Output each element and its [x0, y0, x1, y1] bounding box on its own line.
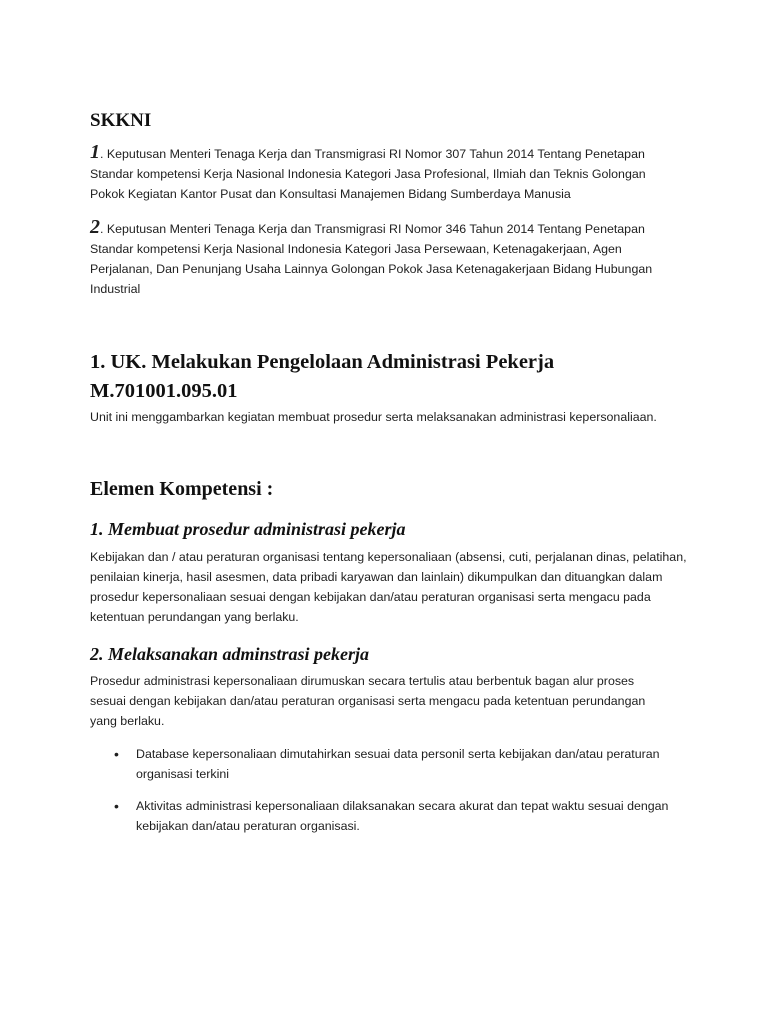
- elemen-kompetensi-heading: Elemen Kompetensi :: [90, 478, 274, 500]
- unit-code: M.701001.095.01: [90, 380, 238, 402]
- reference-number: 2: [90, 216, 100, 238]
- unit-heading: [90, 348, 650, 406]
- reference-item: [90, 217, 670, 299]
- bullet-icon: •: [114, 798, 119, 814]
- list-item: [90, 796, 690, 836]
- unit-description: Unit ini menggambarkan kegiatan membuat prosedur serta melaksanakan administrasi kepersonaliaan.: [90, 410, 657, 424]
- element-heading: 2. Melaksanakan adminstrasi pekerja: [90, 644, 370, 664]
- list-item-text: Database kepersonaliaan dimutahirkan sesuai data personil serta kebijakan dan/atau peraturan organisasi terkini: [136, 747, 660, 781]
- list-item: [90, 744, 690, 784]
- reference-text: . Keputusan Menteri Tenaga Kerja dan Transmigrasi RI Nomor 307 Tahun 2014 Tentang Penetapan Standar kompetensi Kerja Nasional Indonesia Kategori Jasa Profesional, Ilmiah dan Teknis Golongan Pokok Kegiatan Kantor Pusat dan Konsultasi Manajemen Bidang Sumberdaya Manusia: [90, 147, 646, 201]
- bullet-icon: •: [114, 746, 119, 762]
- element-description: Kebijakan dan / atau peraturan organisasi tentang kepersonaliaan (absensi, cuti, perjalanan dinas, pelatihan, penilaian kinerja, hasil asesmen, data pribadi karyawan dan lainlain) dikumpulkan dan dituangkan dalam prosedur kepersonaliaan sesuai dengan kebijakan dan/atau peraturan organisasi serta mengacu pada ketentuan perundangan yang berlaku.: [90, 550, 687, 624]
- unit-title: 1. UK. Melakukan Pengelolaan Administrasi Pekerja: [90, 351, 555, 373]
- reference-text: . Keputusan Menteri Tenaga Kerja dan Transmigrasi RI Nomor 346 Tahun 2014 Tentang Penetapan Standar kompetensi Kerja Nasional Indonesia Kategori Jasa Persewaan, Ketenagakerjaan, Agen Perjalanan, Dan Penunjang Usaha Lainnya Golongan Pokok Jasa Ketenagakerjaan Bidang Hubungan Industrial: [90, 222, 653, 296]
- reference-item: [90, 142, 670, 204]
- list-item-text: Aktivitas administrasi kepersonaliaan dilaksanakan secara akurat dan tepat waktu sesuai dengan kebijakan dan/atau peraturan organisasi.: [136, 799, 669, 833]
- element-heading: 1. Membuat prosedur administrasi pekerja: [90, 519, 406, 539]
- bullet-list: [90, 744, 690, 848]
- reference-number: 1: [90, 141, 100, 163]
- document-title: SKKNI: [90, 110, 152, 131]
- element-description: Prosedur administrasi kepersonaliaan dirumuskan secara tertulis atau berbentuk bagan alur proses sesuai dengan kebijakan dan/atau peraturan organisasi serta mengacu pada ketentuan perundangan yang berlaku.: [90, 674, 646, 728]
